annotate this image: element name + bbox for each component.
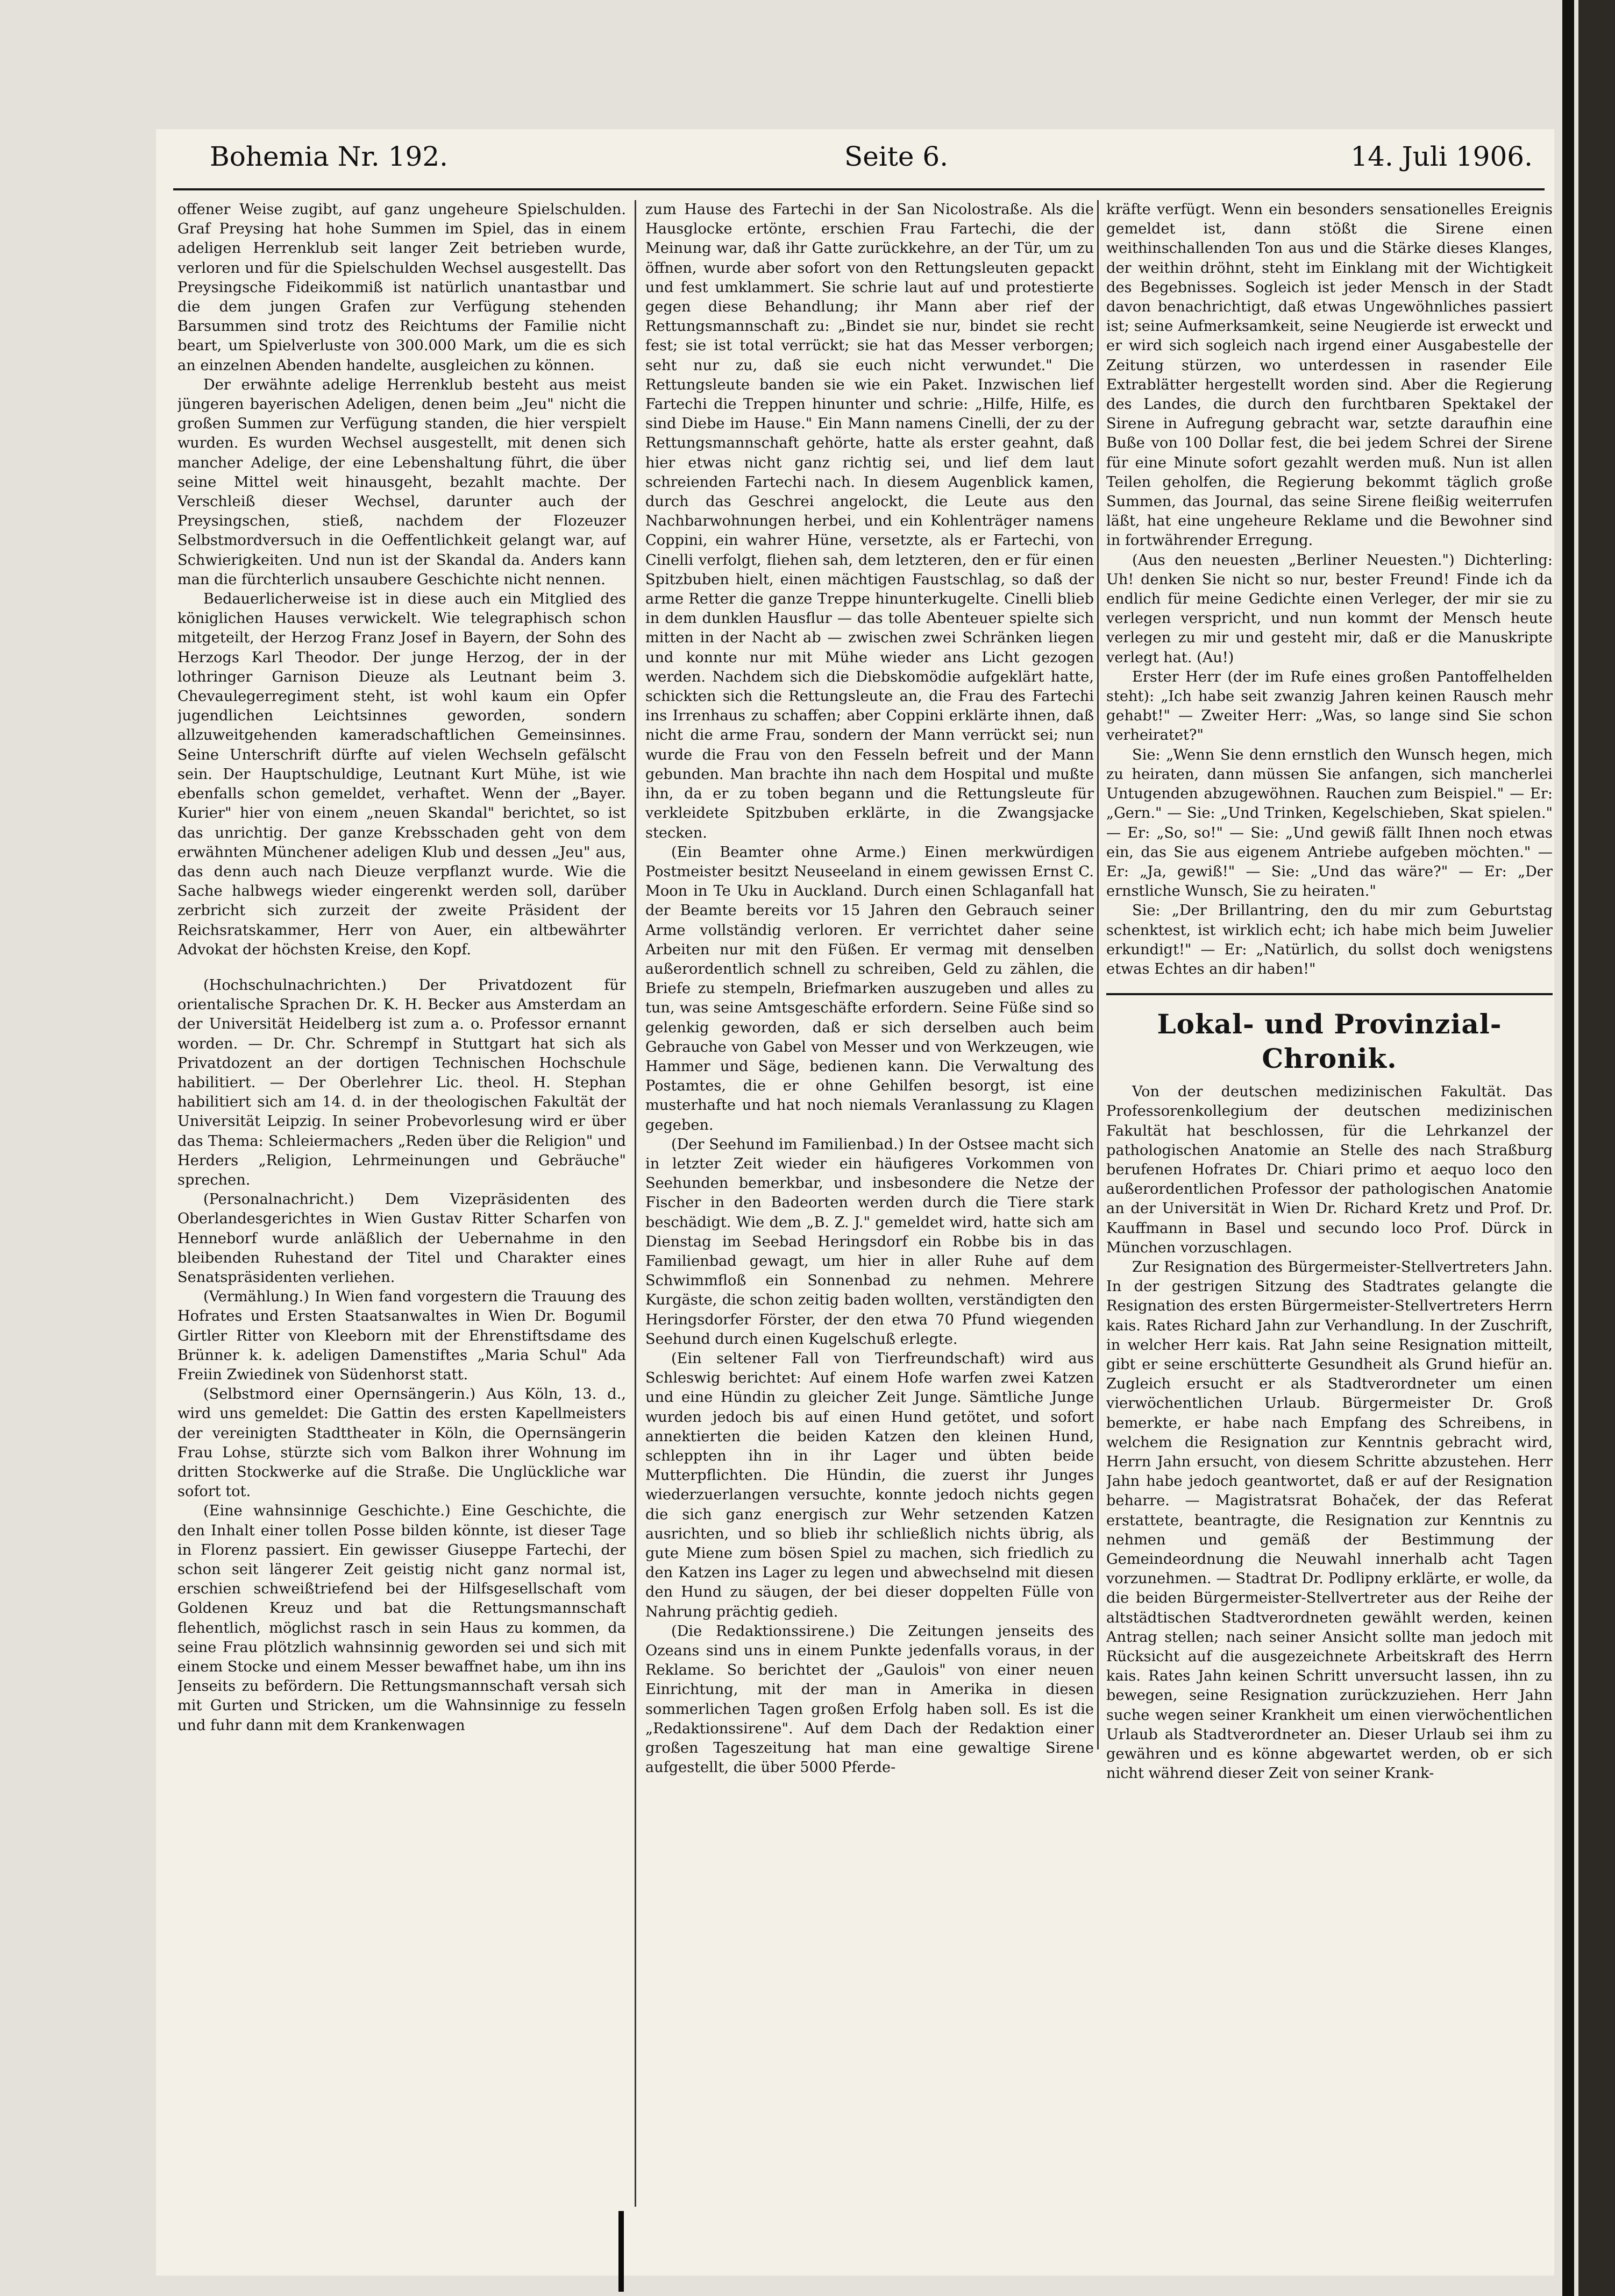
- column-divider: [1097, 200, 1099, 1749]
- news-item-medizinische-fakultaet: Von der deutschen medizinischen Fakultät. Das Professorenkollegium der deutschen medizinischen Fakultät hat beschlossen, für die Lehrkanzel der pathologischen Anatomie an Stelle des nach Straßburg berufenen Hofrates Dr. Chiari primo et aequo loco den außerordentlichen Professor der pathologischen Anatomie an der Universität in Wien Dr. Richard Kretz und Prof. Dr. Kauffmann in Basel und secundo loco Prof. Dürck in München vorzuschlagen.: [1106, 1083, 1553, 1256]
- news-item-beamter-ohne-arme: (Ein Beamter ohne Arme.) Einen merkwürdigen Postmeister besitzt Neuseeland in einem gewissen Ernst C. Moon in Te Uku in Auckland. Durch einen Schlaganfall hat der Beamte bereits vor 15 Jahren den Gebrauch seiner Arme vollständig verloren. Er verrichtet daher seine Arbeiten nur mit den Füßen. Er vermag mit denselben außerordentlich schnell zu schreiben, Geld zu zählen, die Briefe zu stempeln, Briefmarken auszugeben und alles zu tun, was seine Amtsgeschäfte erfordern. Seine Füße sind so gelenkig geworden, daß er sich derselben auch beim Gebrauche von Gabel von Messer und von Werkzeugen, wie Hammer und Säge, bedienen kann. Die Verwaltung des Postamtes, die er ohne Gehilfen besorgt, ist eine musterhafte und hat noch niemals Veranlassung zu Klagen gegeben.: [645, 844, 1094, 1133]
- article-paragraph: offener Weise zugibt, auf ganz ungeheure Spielschulden. Graf Preysing hat hohe Summen im Spiel, das in einem adeligen Herrenklub seit langer Zeit betrieben wurde, verloren und für die Spielschulden Wechsel ausgestellt. Das Preysingsche Fideikommiß ist natürlich unantastbar und die dem jungen Grafen zur Verfügung stehenden Barsummen sind trotz des Reichtums der Familie nicht beart, um Spielverluste von 300.000 Mark, um die es sich an einzelnen Abenden handelte, ausgleichen zu können.: [177, 201, 626, 374]
- scan-edge-shadow: [1562, 0, 1574, 2296]
- scan-edge-border: [1578, 0, 1615, 2296]
- column-1: [177, 200, 626, 2207]
- article-paragraph: zum Hause des Fartechi in der San Nicolostraße. Als die Hausglocke ertönte, erschien Frau Fartechi, die der Meinung war, daß ihr Gatte zurückkehre, an der Tür, um zu öffnen, wurde aber sofort von den Rettungsleuten gepackt und fest umklammert. Sie schrie laut auf und protestierte gegen diese Behandlung; ihr Mann aber rief der Rettungsmannschaft zu: „Bindet sie nur, bindet sie recht fest; sie ist total verrückt; sie hat das Messer verborgen; seht nur zu, daß sie euch nicht verwundet." Die Rettungsleute banden sie wie ein Paket. Inzwischen lief Fartechi die Treppen hinunter und schrie: „Hilfe, Hilfe, es sind Diebe im Hause." Ein Mann namens Cinelli, der zu der Rettungsmannschaft gehörte, hatte als erster geahnt, daß hier etwas nicht ganz richtig sei, und lief dem laut schreienden Fartechi nach. In diesem Augenblick kamen, durch das Geschrei angelockt, die Leute aus den Nachbarwohnungen herbei, und ein Kohlenträger namens Coppini, ein wahrer Hüne, versetzte, als er Fartechi, von Cinelli verfolgt, fliehen sah, dem letzteren, den er für einen Spitzbuben hielt, einen mächtigen Faustschlag, so daß der arme Retter die ganze Treppe hinunterkugelte. Cinelli blieb in dem dunklen Hausflur — das tolle Abenteuer spielte sich mitten in der Nacht ab — zwischen zwei Schränken liegen und konnte nur mit Mühe wieder ans Licht gezogen werden. Nachdem sich die Diebskomödie aufgeklärt hatte, schickten sich die Rettungsleute an, die Frau des Fartechi ins Irrenhaus zu schaffen; aber Coppini erklärte ihnen, daß nicht die arme Frau, sondern der Mann verrückt sei; nun wurde die Frau von den Fesseln befreit und der Mann gebunden. Man brachte ihn nach dem Hospital und mußte ihn, da er zu toben begann und die Rettungsleute für verkleidete Spitzbuben erklärte, in die Zwangsjacke stecken.: [645, 201, 1094, 841]
- page-header: [204, 141, 1533, 184]
- news-item-personalnachricht: (Personalnachricht.) Dem Vizepräsidenten des Oberlandesgerichtes in Wien Gustav Ritter Scharfen von Henneborf wurde anläßlich der Uebernahme in den bleibenden Ruhestand der Titel und Charakter eines Senatspräsidenten verliehen.: [177, 1191, 626, 1286]
- header-publication: Bohemia Nr. 192.: [210, 141, 449, 172]
- joke-paragraph: Erster Herr (der im Rufe eines großen Pantoffelhelden steht): „Ich habe seit zwanzig Jahren keinen Rausch mehr gehabt!" — Zweiter Herr: „Was, so lange sind Sie schon verheiratet?": [1106, 668, 1553, 744]
- news-item-resignation-jahn: Zur Resignation des Bürgermeister-Stellvertreters Jahn. In der gestrigen Sitzung des Stadtrates gelangte die Resignation des ersten Bürgermeister-Stellvertreters Herrn kais. Rates Richard Jahn zur Verhandlung. In der Zuschrift, in welcher Herr kais. Rat Jahn seine Resignation mitteilt, gibt er seine erschütterte Gesundheit als Grund hiefür an. Zugleich ersucht er als Stadtverordneter um einen vierwöchentlichen Urlaub. Bürgermeister Dr. Groß bemerkte, er habe nach Empfang des Schreibens, in welchem die Resignation zur Kenntnis gebracht wird, Herrn Jahn ersucht, von diesem Schritte abzustehen. Herr Jahn habe jedoch geantwortet, daß er auf der Resignation beharre. — Magistratsrat Bohaček, der das Referat erstattete, beantragte, die Resignation zur Kenntnis zu nehmen und gemäß der Bestimmung der Gemeindeordnung die Neuwahl innerhalb acht Tagen vorzunehmen. — Stadtrat Dr. Podlipny erklärte, er wolle, da die beiden Bürgermeister-Stellvertreter aus der Reihe der altstädtischen Stadtverordneten gewählt werden, keinen Antrag stellen; nach seiner Ansicht sollte man jedoch mit Rücksicht auf die ausgezeichnete Arbeitskraft des Herrn kais. Rates Jahn keinen Schritt unversucht lassen, ihn zu bewegen, seine Resignation zurückzuziehen. Herr Jahn suche wegen seiner Krankheit um einen vierwöchentlichen Urlaub als Stadtverordneter an. Dieser Urlaub sei ihm zu gewähren und es könne abgewartet werden, ob er sich nicht während dieser Zeit von seiner Krank-: [1106, 1258, 1553, 1782]
- column-3: [1106, 200, 1553, 2207]
- news-item-hochschulnachrichten: (Hochschulnachrichten.) Der Privatdozent für orientalische Sprachen Dr. K. H. Becker aus Amsterdam an der Universität Heidelberg ist zum a. o. Professor ernannt worden. — Dr. Chr. Schrempf in Stuttgart hat sich als Privatdozent an der dortigen Technischen Hochschule habilitiert. — Der Oberlehrer Lic. theol. H. Stephan habilitiert sich am 14. d. in der theologischen Fakultät der Universität Leipzig. In seiner Probevorlesung wird er über das Thema: Schleiermachers „Reden über die Religion" und Herders „Religion, Lehrmeinungen und Gebräuche" sprechen.: [177, 976, 626, 1188]
- news-item-berliner-neuesten: (Aus den neuesten „Berliner Neuesten.") Dichterling: Uh! denken Sie nicht so nur, bester Freund! Finde ich da endlich für meine Gedichte einen Verleger, der mir sie zu verlegen verspricht, und nun kommt der Mensch heute verlegen zu mir und gesteht mir, daß er die Manuskripte verlegt hat. (Au!): [1106, 551, 1553, 666]
- joke-paragraph: Sie: „Der Brillantring, den du mir zum Geburtstag schenktest, ist wirklich echt; ich habe mich beim Juwelier erkundigt!" — Er: „Natürlich, du sollst doch wenigstens etwas Echtes an dir haben!": [1106, 902, 1553, 977]
- column-divider: [635, 200, 636, 2207]
- header-rule: [173, 188, 1545, 190]
- section-title: Lokal- und Provinzial-Chronik.: [1157, 1008, 1502, 1075]
- news-item-vermaehlung: (Vermählung.) In Wien fand vorgestern die Trauung des Hofrates und Ersten Staatsanwaltes in Wien Dr. Bogumil Girtler Ritter von Kleeborn mit der Ehrenstiftsdame des Brünner k. k. adeligen Damenstiftes „Maria Schul" Ada Freiin Zwiedinek von Südenhorst statt.: [177, 1288, 626, 1383]
- news-item-seehund: (Der Seehund im Familienbad.) In der Ostsee macht sich in letzter Zeit wieder ein häufigeres Vorkommen von Seehunden bemerkbar, und insbesondere die Netze der Fischer in den Badeorten werden durch die Tiere stark beschädigt. Wie dem „B. Z. J." gemeldet wird, hatte sich am Dienstag im Seebad Heringsdorf ein Robbe bis in das Familienbad gewagt, um hier in aller Ruhe auf dem Schwimmfloß ein Sonnenbad zu nehmen. Mehrere Kurgäste, die schon zeitig baden wollten, verständigten den Heringsdorfer Förster, der den etwa 70 Pfund wiegenden Seehund durch einen Kugelschuß erlegte.: [645, 1136, 1094, 1348]
- joke-paragraph: Sie: „Wenn Sie denn ernstlich den Wunsch hegen, mich zu heiraten, dann müssen Sie anfangen, sich mancherlei Untugenden abzugewöhnen. Rauchen zum Beispiel." — Er: „Gern." — Sie: „Und Trinken, Kegelschieben, Skat spielen." — Er: „So, so!" — Sie: „Und gewiß fällt Ihnen noch etwas ein, das Sie aus eigenem Antriebe aufgeben möchten." — Er: „Ja, gewiß!" — Sie: „Und das wäre?" — Er: „Der ernstliche Wunsch, Sie zu heiraten.": [1106, 746, 1553, 900]
- section-rule: [1106, 993, 1553, 995]
- article-paragraph: Bedauerlicherweise ist in diese auch ein Mitglied des königlichen Hauses verwickelt. Wie telegraphisch schon mitgeteilt, der Herzog Franz Josef in Bayern, der Sohn des Herzogs Karl Theodor. Der junge Herzog, der in der lothringer Garnison Dieuze als Leutnant beim 3. Chevaulegerregiment steht, ist wohl kaum ein Opfer jugendlichen Leichtsinnes geworden, sondern allzuweitgehenden kameradschaftlichen Gemeinsinnes. Seine Unterschrift dürfte auf vielen Wechseln gefälscht sein. Der Hauptschuldige, Leutnant Kurt Mühe, ist wie ebenfalls schon gemeldet, verhaftet. Wenn der „Bayer. Kurier" hier von einem „neuen Skandal" berichtet, so ist das unrichtig. Der ganze Krebsschaden geht von dem erwähnten Münchener adeligen Klub und dessen „Jeu" aus, das denn auch nach Dieuze verpflanzt wurde. Wie die Sache halbwegs wieder eingerenkt werden soll, darüber zerbricht sich zurzeit der zweite Präsident der Reichsratskammer, Herr von Auer, ein altbewährter Advokat der höchsten Kreise, den Kopf.: [177, 591, 626, 958]
- scan-artifact-mark: [618, 2211, 624, 2292]
- header-page-number: Seite 6.: [844, 141, 949, 172]
- news-item-tierfreundschaft: (Ein seltener Fall von Tierfreundschaft) wird aus Schleswig berichtet: Auf einem Hofe warfen zwei Katzen und eine Hündin zu gleicher Zeit Junge. Sämtliche Junge wurden jedoch bis auf einen Hund getötet, und sofort annektierten die beiden Katzen den kleinen Hund, schleppten ihn in ihr Lager und übten beide Mutterpflichten. Die Hündin, die zuerst ihr Junges wiederzuerlangen versuchte, konnte jedoch nichts gegen die sich ganz energisch zur Wehr setzenden Katzen ausrichten, und so blieb ihr schließlich nichts übrig, als gute Miene zum bösen Spiel zu machen, sich friedlich zu den Katzen ins Lager zu legen und abwechselnd mit diesen den Hund zu säugen, der bei dieser doppelten Fülle von Nahrung prächtig gedieh.: [645, 1350, 1094, 1620]
- news-item-selbstmord: (Selbstmord einer Opernsängerin.) Aus Köln, 13. d., wird uns gemeldet: Die Gattin des ersten Kapellmeisters der vereinigten Stadttheater in Köln, die Opernsängerin Frau Lohse, stürzte sich vom Balkon ihrer Wohnung im dritten Stockwerke auf die Straße. Die Unglückliche war sofort tot.: [177, 1386, 626, 1500]
- article-paragraph: Der erwähnte adelige Herrenklub besteht aus meist jüngeren bayerischen Adeligen, denen beim „Jeu" nicht die großen Summen zur Verfügung standen, die hier verspielt wurden. Es wurden Wechsel ausgestellt, mit denen sich mancher Adelige, der eine Lebenshaltung führt, die über seine Mittel weit hinausgeht, bezahlt machte. Der Verschleiß dieser Wechsel, darunter auch der Preysingschen, stieß, nachdem der Flozeuzer Selbstmordversuch in die Oeffentlichkeit gelangt war, auf Schwierigkeiten. Und nun ist der Skandal da. Anders kann man die fürchterlich unsaubere Geschichte nicht nennen.: [177, 376, 626, 588]
- column-2: [645, 200, 1094, 2207]
- header-date: 14. Juli 1906.: [1350, 141, 1533, 172]
- news-item-wahnsinnige-geschichte: (Eine wahnsinnige Geschichte.) Eine Geschichte, die den Inhalt einer tollen Posse bilden könnte, ist dieser Tage in Florenz passiert. Ein gewisser Giuseppe Fartechi, der schon seit längerer Zeit geistig nicht ganz normal ist, erschien schweißtriefend bei der Hilfsgesellschaft vom Goldenen Kreuz und bat die Rettungsmannschaft flehentlich, möglichst rasch in sein Haus zu kommen, da seine Frau plötzlich wahnsinnig geworden sei und sich mit einem Stocke und einem Messer bewaffnet habe, um ihn ins Jenseits zu befördern. Die Rettungsmannschaft versah sich mit Gurten und Stricken, um die Wahnsinnige zu fesseln und fuhr dann mit dem Krankenwagen: [177, 1503, 626, 1734]
- article-paragraph: kräfte verfügt. Wenn ein besonders sensationelles Ereignis gemeldet ist, dann stößt die Sirene einen weithinschallenden Ton aus und die Stärke dieses Klanges, der weithin dröhnt, steht im Einklang mit der Wichtigkeit des Begebnisses. Sogleich ist jeder Mensch in der Stadt davon benachrichtigt, daß etwas Ungewöhnliches passiert ist; seine Aufmerksamkeit, seine Neugierde ist erweckt und er wird sich sogleich nach irgend einer Ausgabestelle der Zeitung stürzen, wo unterdessen in rasender Eile Extrablätter hergestellt worden sind. Aber die Regierung des Landes, die durch den furchtbaren Spektakel der Sirene in Aufregung gebracht war, setzte daraufhin eine Buße von 100 Dollar fest, die bei jedem Schrei der Sirene für eine Minute sofort gezahlt werden muß. Nun ist allen Teilen geholfen, die Regierung bekommt täglich große Summen, das Journal, das seine Sirene fleißig weiterrufen läßt, hat eine ungeheure Reklame und die Bewohner sind in fortwährender Erregung.: [1106, 201, 1553, 549]
- news-item-redaktionssirene: (Die Redaktionssirene.) Die Zeitungen jenseits des Ozeans sind uns in einem Punkte jedenfalls voraus, in der Reklame. So berichtet der „Gaulois" von einer neuen Einrichtung, mit der man in Amerika in diesen sommerlichen Tagen großen Erfolg haben soll. Es ist die „Redaktionssirene". Auf dem Dach der Redaktion einer großen Tageszeitung hat man eine gewaltige Sirene aufgestellt, die über 5000 Pferde-: [645, 1622, 1094, 1776]
